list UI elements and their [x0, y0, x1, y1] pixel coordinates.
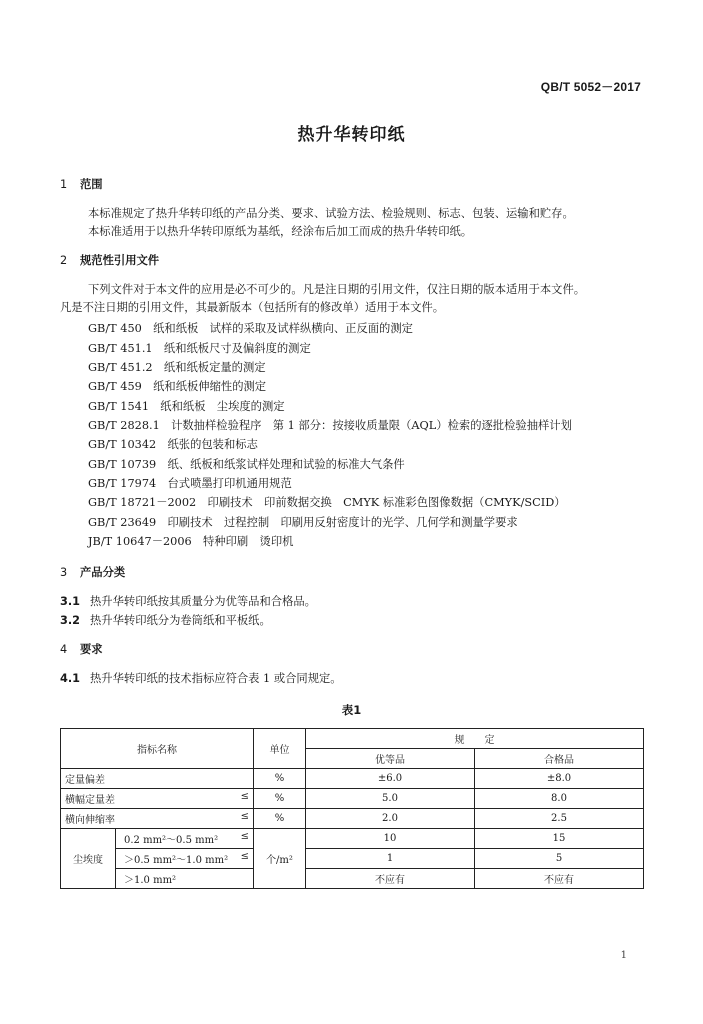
reference-item: GB/T 450 纸和纸板 试样的采取及试样纵横向、正反面的测定	[88, 322, 413, 335]
reference-item: GB/T 451.2 纸和纸板定量的测定	[88, 361, 266, 374]
reference-item: GB/T 10342 纸张的包装和标志	[88, 438, 258, 451]
section-heading-scope	[60, 178, 103, 192]
paragraph: 本标准适用于以热升华转印原纸为基纸，经涂布后加工而成的热升华转印纸。	[88, 225, 473, 238]
paragraph: 下列文件对于本文件的应用是必不可少的。凡是注日期的引用文件，仅注日期的版本适用于本文件。	[88, 283, 586, 296]
reference-item: GB/T 23649 印刷技术 过程控制 印刷用反射密度计的光学、几何学和测量学要求	[88, 516, 518, 529]
section-number: 3	[60, 566, 68, 579]
header-qualified: 合格品	[475, 749, 644, 769]
reference-item: GB/T 1541 纸和纸板 尘埃度的测定	[88, 400, 285, 413]
table-row	[61, 869, 644, 889]
section-title: 规范性引用文件	[80, 254, 160, 267]
dust-range-cell	[116, 849, 254, 869]
row-name-cell	[61, 789, 254, 809]
dust-range: 0.2 mm²～0.5 mm²	[124, 835, 219, 846]
table-caption: 表1	[341, 703, 362, 717]
table-header-row	[61, 729, 644, 749]
clause-text: 热升华转印纸分为卷筒纸和平板纸。	[90, 614, 271, 627]
dust-range-cell	[116, 869, 254, 889]
dust-range-cell	[116, 829, 254, 849]
row-premium: 5.0	[306, 789, 475, 809]
row-name: 横幅定量差	[65, 795, 115, 806]
clause-number: 3.1	[60, 595, 81, 608]
document-title: 热升华转印纸	[297, 125, 406, 145]
standard-code: QB/T 5052－2017	[540, 80, 641, 94]
dust-range: ＞1.0 mm²	[124, 875, 177, 886]
clause-number: 4.1	[60, 672, 81, 685]
clause-number: 3.2	[60, 614, 81, 627]
clause	[60, 614, 271, 628]
header-premium: 优等品	[306, 749, 475, 769]
row-premium: 2.0	[306, 809, 475, 829]
reference-item: GB/T 459 纸和纸板伸缩性的测定	[88, 380, 267, 393]
reference-item: GB/T 17974 台式喷墨打印机通用规范	[88, 477, 292, 490]
header-spec: 规 定	[306, 729, 644, 749]
spec-table	[60, 728, 644, 889]
reference-item: GB/T 451.1 纸和纸板尺寸及偏斜度的测定	[88, 342, 311, 355]
page-number: 1	[620, 950, 627, 961]
row-name-cell	[61, 769, 254, 789]
table-row	[61, 829, 644, 849]
table-row	[61, 789, 644, 809]
reference-item: GB/T 2828.1 计数抽样检验程序 第 1 部分：按接收质量限（AQL）检索的逐批检验抽样计划	[88, 419, 572, 432]
row-unit: %	[254, 809, 306, 829]
header-unit: 单位	[254, 729, 306, 769]
section-heading-normative	[60, 254, 159, 268]
table-row	[61, 769, 644, 789]
row-qualified: ±8.0	[475, 769, 644, 789]
row-qualified: 8.0	[475, 789, 644, 809]
reference-item: GB/T 18721－2002 印刷技术 印前数据交换 CMYK 标准彩色图像数据（CMYK/SCID）	[88, 496, 566, 509]
row-unit: %	[254, 789, 306, 809]
dust-premium: 不应有	[306, 869, 475, 889]
row-unit: %	[254, 769, 306, 789]
row-comparator: ≤	[240, 811, 249, 822]
section-title: 要求	[80, 643, 103, 656]
dust-comparator: ≤	[240, 851, 249, 862]
dust-comparator: ≤	[240, 831, 249, 842]
section-heading-classification	[60, 566, 125, 580]
clause-text: 热升华转印纸的技术指标应符合表 1 或合同规定。	[90, 672, 342, 685]
row-premium: ±6.0	[306, 769, 475, 789]
header-indicator: 指标名称	[61, 729, 254, 769]
dust-qualified: 不应有	[475, 869, 644, 889]
dust-qualified: 15	[475, 829, 644, 849]
table-row	[61, 849, 644, 869]
row-qualified: 2.5	[475, 809, 644, 829]
section-title: 范围	[80, 178, 103, 191]
section-title: 产品分类	[80, 566, 126, 579]
row-name: 横向伸缩率	[65, 815, 115, 826]
clause	[60, 595, 316, 609]
dust-range: ＞0.5 mm²～1.0 mm²	[124, 855, 229, 866]
dust-premium: 10	[306, 829, 475, 849]
paragraph: 本标准规定了热升华转印纸的产品分类、要求、试验方法、检验规则、标志、包装、运输和贮存。	[88, 207, 574, 220]
dust-qualified: 5	[475, 849, 644, 869]
section-number: 1	[60, 178, 68, 191]
section-heading-requirements	[60, 643, 103, 657]
dust-name: 尘埃度	[61, 829, 116, 889]
row-name: 定量偏差	[65, 775, 105, 786]
paragraph: 凡是不注日期的引用文件，其最新版本（包括所有的修改单）适用于本文件。	[60, 301, 445, 314]
clause-text: 热升华转印纸按其质量分为优等品和合格品。	[90, 595, 316, 608]
reference-item: GB/T 10739 纸、纸板和纸浆试样处理和试验的标准大气条件	[88, 458, 405, 471]
section-number: 4	[60, 643, 68, 656]
dust-unit: 个/m²	[254, 829, 306, 889]
section-number: 2	[60, 254, 68, 267]
dust-premium: 1	[306, 849, 475, 869]
row-name-cell	[61, 809, 254, 829]
row-comparator: ≤	[240, 791, 249, 802]
clause	[60, 672, 342, 686]
reference-item: JB/T 10647－2006 特种印刷 烫印机	[88, 535, 294, 548]
table-row	[61, 809, 644, 829]
